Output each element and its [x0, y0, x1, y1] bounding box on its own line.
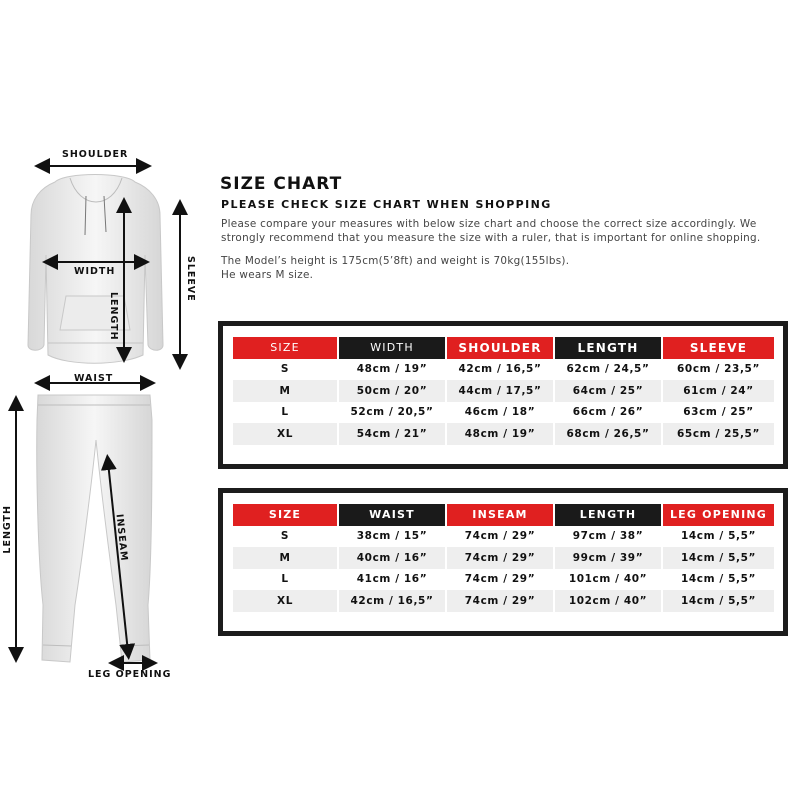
table-cell: 102cm / 40” [555, 590, 663, 612]
pants-size-table-frame [218, 488, 788, 636]
size-cell: M [233, 380, 339, 402]
table-cell: 74cm / 29” [447, 526, 555, 548]
hoodie-size-table [233, 337, 774, 445]
column-header-shoulder: SHOULDER [447, 337, 555, 359]
table-header-row [233, 504, 774, 526]
table-cell: 61cm / 24” [663, 380, 774, 402]
table-cell: 60cm / 23,5” [677, 363, 760, 376]
size-cell: S [233, 526, 339, 548]
table-cell: 99cm / 39” [555, 547, 663, 569]
garment-illustration [0, 0, 210, 800]
pants-shape [37, 395, 152, 662]
table-cell: 63cm / 25” [683, 406, 754, 419]
table-cell: 14cm / 5,5” [680, 530, 757, 543]
size-cell: S [233, 359, 339, 381]
column-header-size: SIZE [233, 504, 339, 526]
table-cell: 64cm / 25” [555, 380, 663, 402]
table-cell: 52cm / 20,5” [339, 402, 447, 424]
table-cell: 40cm / 16” [339, 547, 447, 569]
table-cell: 97cm / 38” [555, 526, 663, 548]
pants-length-label: LENGTH [2, 505, 13, 554]
pants-size-table [233, 504, 774, 612]
table-cell: 74cm / 29” [447, 547, 555, 569]
table-cell: 46cm / 18” [447, 402, 555, 424]
table-cell: 74cm / 29” [447, 590, 555, 612]
model-line: The Model’s height is 175cm(5’8ft) and weight is 70kg(155lbs). [221, 255, 570, 267]
hoodie-length-label: LENGTH [108, 292, 119, 341]
table-cell: 65cm / 25,5” [663, 423, 774, 445]
inseam-label: INSEAM [113, 513, 130, 563]
table-cell: 62cm / 24,5” [555, 359, 663, 381]
column-header-leg-opening: LEG OPENING [663, 504, 774, 526]
description [221, 218, 796, 245]
shoulder-label: SHOULDER [62, 149, 129, 160]
table-cell: 48cm / 19” [447, 423, 555, 445]
table-cell: 38cm / 15” [339, 526, 447, 548]
page-subtitle: PLEASE CHECK SIZE CHART WHEN SHOPPING [221, 198, 552, 211]
table-cell: 14cm / 5,5” [663, 590, 774, 612]
description-line: Please compare your measures with below size chart and choose the correct size accordingly. We [221, 218, 757, 230]
column-header-length: LENGTH [555, 337, 663, 359]
leg-opening-label: LEG OPENING [88, 669, 172, 680]
table-cell: 14cm / 5,5” [663, 547, 774, 569]
model-line: He wears M size. [221, 268, 314, 281]
table-cell: 50cm / 20” [339, 380, 447, 402]
table-cell: 101cm / 40” [555, 569, 663, 591]
table-row [233, 359, 774, 381]
table-row [233, 423, 774, 445]
column-header-size: SIZE [233, 337, 339, 359]
size-cell: L [233, 402, 339, 424]
table-cell: 14cm / 5,5” [680, 573, 757, 586]
table-header-row [233, 337, 774, 359]
table-cell: 44cm / 17,5” [447, 380, 555, 402]
table-cell: 54cm / 21” [339, 423, 447, 445]
table-cell: 74cm / 29” [447, 569, 555, 591]
table-row [233, 590, 774, 612]
size-cell: XL [233, 423, 339, 445]
table-cell: 48cm / 19” [339, 359, 447, 381]
table-cell: 68cm / 26,5” [555, 423, 663, 445]
garment-drawing [0, 0, 210, 800]
width-label: WIDTH [74, 266, 116, 277]
size-cell: XL [233, 590, 339, 612]
hoodie-size-table-frame [218, 321, 788, 469]
table-row [233, 402, 774, 424]
size-cell: L [233, 569, 339, 591]
size-cell: M [233, 547, 339, 569]
table-cell: 42cm / 16,5” [339, 590, 447, 612]
model-info [221, 255, 796, 282]
column-header-waist: WAIST [339, 504, 447, 526]
page-title: SIZE CHART [220, 174, 343, 194]
table-row [233, 380, 774, 402]
description-line: strongly recommend that you measure the size with a ruler, that is important for online shopping. [221, 231, 761, 244]
table-row [233, 526, 774, 548]
table-cell: 41cm / 16” [339, 569, 447, 591]
sleeve-label: SLEEVE [185, 256, 196, 302]
table-row [233, 547, 774, 569]
waist-label: WAIST [74, 373, 114, 384]
column-header-inseam: INSEAM [447, 504, 555, 526]
table-cell: 42cm / 16,5” [447, 359, 555, 381]
column-header-length: LENGTH [555, 504, 663, 526]
table-row [233, 569, 774, 591]
table-cell: 66cm / 26” [555, 402, 663, 424]
column-header-sleeve: SLEEVE [663, 337, 774, 359]
column-header-width: WIDTH [339, 337, 447, 359]
